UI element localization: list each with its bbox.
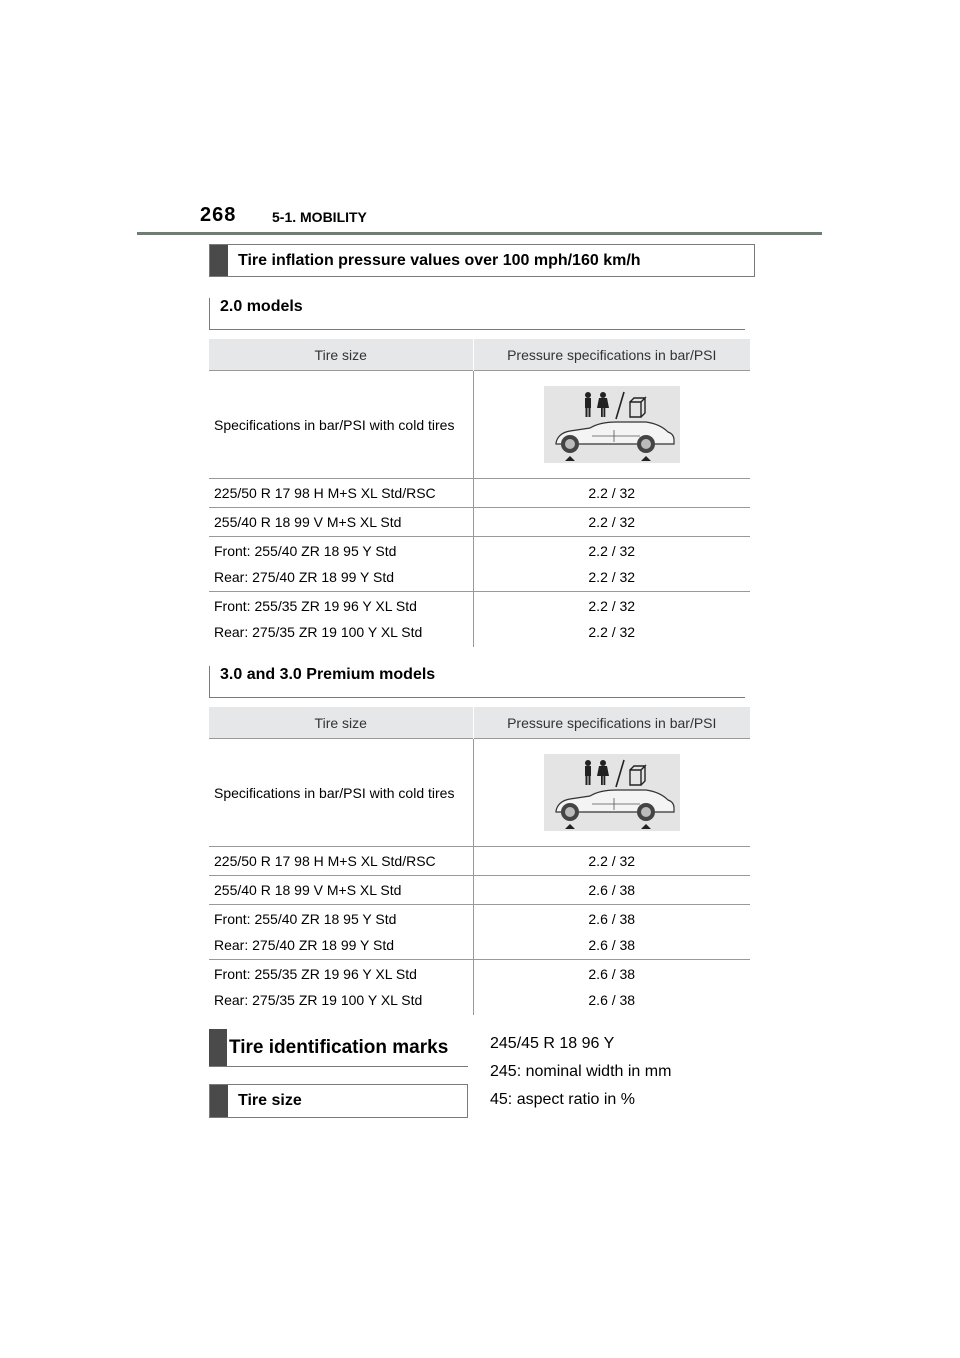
front-tire-size: Front: 255/40 ZR 18 95 Y Std [214,543,397,559]
car-load-diagram-icon [544,386,680,463]
front-pressure: 2.2 / 32 [588,598,636,615]
column-header-pressure: Pressure specifications in bar/PSI [473,707,750,739]
pressure-cell: 2.2 / 32 [473,847,750,876]
pressure-cell [473,960,750,1015]
rear-pressure: 2.2 / 32 [588,624,636,641]
section-title: 5-1. MOBILITY [272,209,367,225]
column-header-tire-size: Tire size [209,707,473,739]
rear-tire-size: Rear: 275/40 ZR 18 99 Y Std [214,569,395,585]
front-pressure: 2.6 / 38 [588,911,636,927]
front-tire-size: Front: 255/40 ZR 18 95 Y Std [214,911,397,927]
tire-size-cell [209,960,473,1015]
heading-bar [209,1029,227,1066]
table-title-2-0-models: 2.0 models [209,298,745,330]
main-heading: Tire inflation pressure values over 100 mph/160 km/h [238,251,641,269]
spec-label: Specifications in bar/PSI with cold tires [209,371,473,479]
pressure-cell: 2.2 / 32 [473,479,750,508]
pressure-table-2-0 [209,339,750,647]
rear-pressure: 2.6 / 38 [588,992,636,1009]
spec-image-cell [473,739,750,847]
main-heading-box [209,244,755,277]
tire-identification-heading-box [209,1029,468,1067]
rear-tire-size: Rear: 275/35 ZR 19 100 Y XL Std [214,992,423,1009]
rear-pressure: 2.2 / 32 [588,569,636,585]
table-title-3-0-models: 3.0 and 3.0 Premium models [209,666,745,698]
heading-bar [210,1085,228,1117]
front-tire-size: Front: 255/35 ZR 19 96 Y XL Std [214,598,417,615]
tire-size-explanation [490,1030,671,1114]
tire-size-cell: 225/50 R 17 98 H M+S XL Std/RSC [209,479,473,508]
pressure-table-3-0 [209,707,750,1015]
tire-size-cell: 255/40 R 18 99 V M+S XL Std [209,876,473,905]
tire-size-heading: Tire size [238,1092,302,1109]
front-tire-size: Front: 255/35 ZR 19 96 Y XL Std [214,966,417,983]
tire-identification-heading: Tire identification marks [229,1036,449,1058]
spec-label: Specifications in bar/PSI with cold tires [209,739,473,847]
rear-pressure: 2.6 / 38 [588,937,636,953]
tire-size-heading-box [209,1084,468,1118]
heading-bar [210,245,228,276]
header-rule [137,232,822,235]
pressure-cell [473,905,750,960]
tire-size-cell: 225/50 R 17 98 H M+S XL Std/RSC [209,847,473,876]
column-header-tire-size: Tire size [209,339,473,371]
nominal-width-note: 245: nominal width in mm [490,1063,672,1080]
car-load-diagram-icon [544,754,680,831]
pressure-cell: 2.6 / 38 [473,876,750,905]
rear-tire-size: Rear: 275/40 ZR 18 99 Y Std [214,937,395,953]
front-pressure: 2.2 / 32 [588,543,636,559]
tire-size-cell [209,905,473,960]
pressure-cell [473,592,750,647]
front-pressure: 2.6 / 38 [588,966,636,983]
tire-size-cell [209,592,473,647]
tire-size-example: 245/45 R 18 96 Y [490,1035,615,1052]
tire-size-cell [209,537,473,592]
tire-size-cell: 255/40 R 18 99 V M+S XL Std [209,508,473,537]
column-header-pressure: Pressure specifications in bar/PSI [473,339,750,371]
spec-image-cell [473,371,750,479]
page-number: 268 [200,204,237,226]
pressure-cell [473,537,750,592]
aspect-ratio-note: 45: aspect ratio in % [490,1091,635,1108]
rear-tire-size: Rear: 275/35 ZR 19 100 Y XL Std [214,624,423,641]
pressure-cell: 2.2 / 32 [473,508,750,537]
